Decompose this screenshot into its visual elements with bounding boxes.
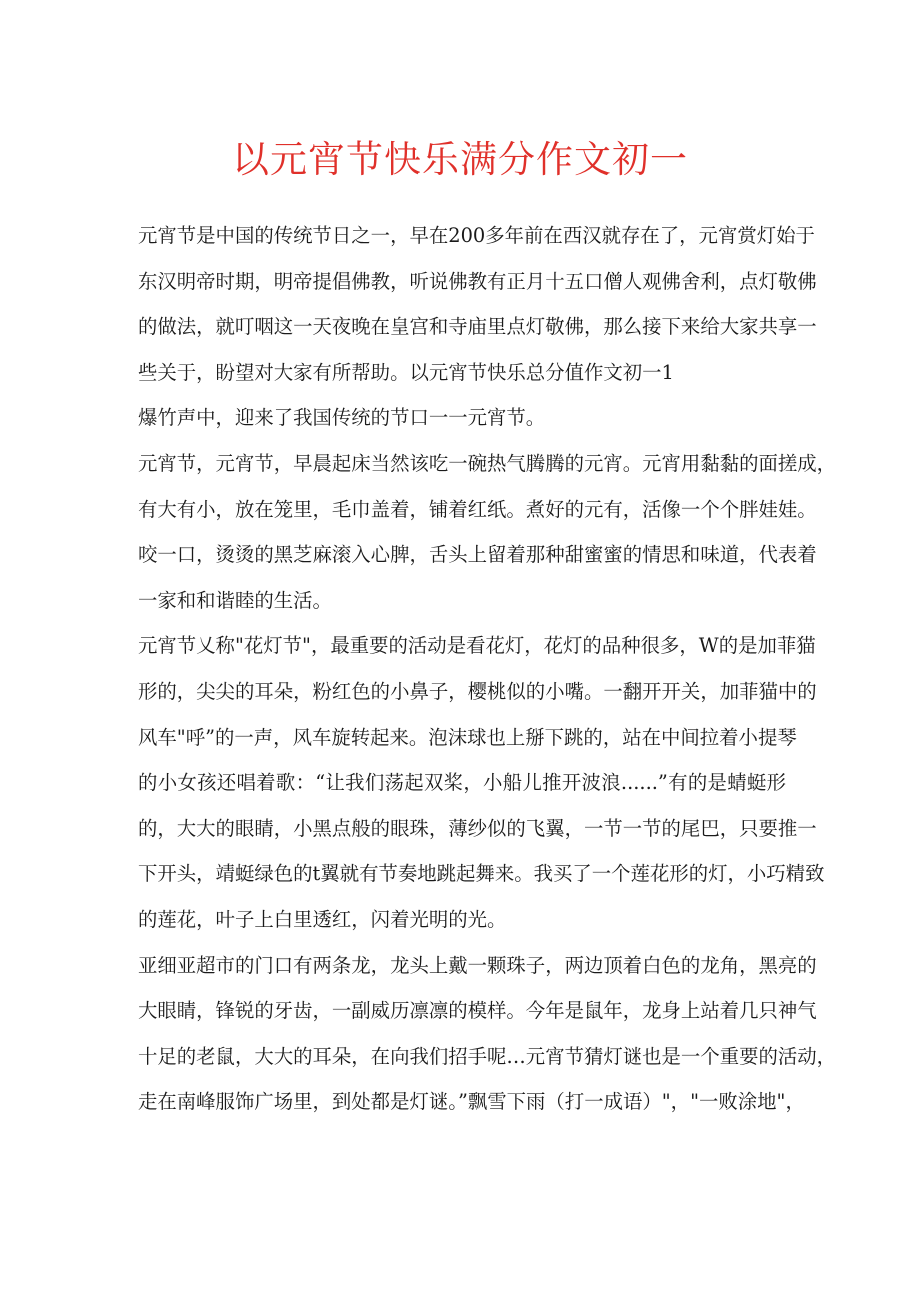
text-line: 元宵节乂称"花灯节"，最重要的活动是看花灯，花灯的品种很多，W的是加菲猫 xyxy=(138,634,816,658)
text-line: 些关于，盼望对大家有所帮助。以元宵节快乐总分值作文初一1 xyxy=(138,360,674,384)
document-body xyxy=(138,213,837,1125)
text-line: 亚细亚超市的门口有两条龙，龙头上戴一颗珠子，两边顶着白色的龙角，黑亮的 xyxy=(138,953,817,977)
text-line: 风车"呼”的一声，风车旋转起来。泡沫球也上掰下跳的，站在中间拉着小提琴 xyxy=(138,725,797,749)
paragraph-5 xyxy=(138,943,837,1125)
text-line: 的，大大的眼睛，小黑点般的眼珠，薄纱似的飞翼，一节一节的尾巴，只要推一 xyxy=(138,816,817,840)
text-line: 一家和和谐睦的生活。 xyxy=(138,588,332,612)
document-title: 以元宵节快乐满分作文初一 xyxy=(232,138,688,181)
text-line: 大眼睛，锋锐的牙齿，一副威历凛凛的模样。今年是鼠年，龙身上站着几只神气 xyxy=(138,999,817,1023)
text-line: 咬一口，烫烫的黑芝麻滚入心脾，舌头上留着那种甜蜜蜜的情思和味道，代表着 xyxy=(138,543,817,567)
text-line: 十足的老鼠，大大的耳朵，在向我们招手呢…元宵节猜灯谜也是一个重要的活动， xyxy=(138,1044,837,1068)
text-line: 形的，尖尖的耳朵，粉红色的小鼻子，樱桃似的小嘴。一翻开开关，加菲猫中的 xyxy=(138,679,817,703)
text-line: 元宵节是中国的传统节日之一，早在200多年前在西汉就存在了，元宵赏灯始于 xyxy=(138,224,815,247)
text-line: 的做法，就叮咽这一天夜晚在皇宫和寺庙里点灯敬佛，那么接下来给大家共享一 xyxy=(138,315,817,339)
text-line: 走在南峰服饰广场里，到处都是灯谜。”飘雪下雨（打一成语）"，"一败涂地"， xyxy=(138,1090,805,1114)
paragraph-1 xyxy=(138,213,817,395)
text-line: 爆竹声中，迎来了我国传统的节口一一元宵节。 xyxy=(138,406,546,430)
text-line: 的小女孩还唱着歌：“让我们荡起双桨，小船儿推开波浪......”有的是蜻蜓形 xyxy=(138,771,786,795)
text-line: 东汉明帝时期，明帝提倡佛教，听说佛教有正月十五口僧人观佛舍利，点灯敬佛 xyxy=(138,269,817,293)
text-line: 下开头，靖蜓绿色的t翼就有节奏地跳起舞来。我买了一个莲花形的灯，小巧精致 xyxy=(138,862,825,886)
paragraph-2 xyxy=(138,395,786,441)
text-line: 有大有小，放在笼里，毛巾盖着，铺着红纸。煮好的元有，活像一个个胖娃娃。 xyxy=(138,497,817,521)
paragraph-4 xyxy=(138,623,825,942)
text-line: 的莲花，叶子上白里透红，闪着光明的光。 xyxy=(138,907,507,931)
paragraph-3 xyxy=(138,441,837,623)
text-line: 元宵节，元宵节，早晨起床当然该吃一碗热气腾腾的元宵。元宵用黏黏的面搓成， xyxy=(138,451,837,475)
